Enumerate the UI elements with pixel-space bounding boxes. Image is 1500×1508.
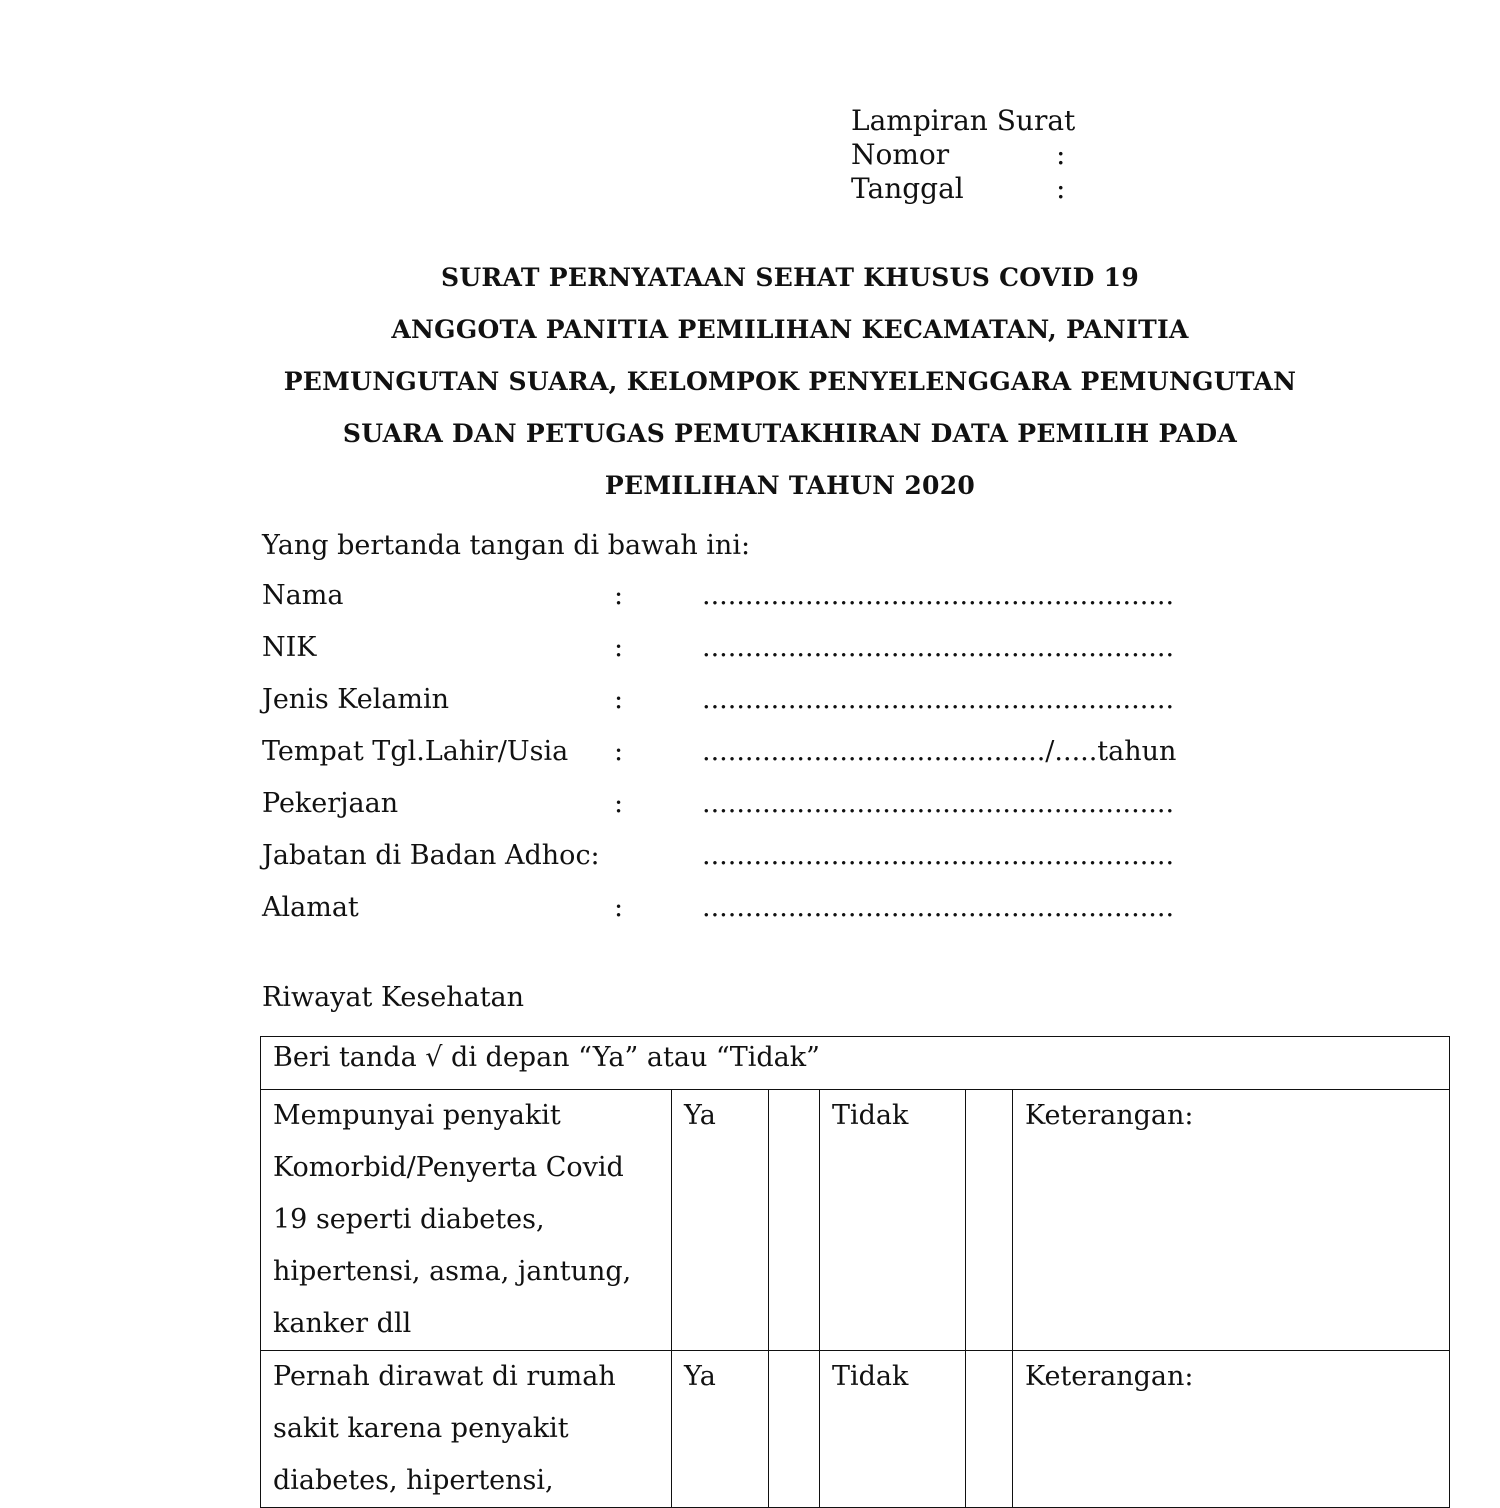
question-line: 19 seperti diabetes, xyxy=(273,1204,545,1235)
question-line: Mempunyai penyakit xyxy=(273,1100,561,1131)
question-line: sakit karena penyakit xyxy=(273,1413,569,1444)
tidak-checkbox[interactable] xyxy=(966,1351,1013,1508)
table-row xyxy=(261,1090,1450,1351)
field-value-jenis-kelamin[interactable]: ....................................................... xyxy=(702,684,1175,715)
table-header-row xyxy=(261,1037,1450,1090)
field-label: Nama xyxy=(262,580,344,611)
field-row-pekerjaan xyxy=(262,788,1176,840)
nomor-label: Nomor xyxy=(851,138,950,171)
document-title xyxy=(240,252,1340,512)
field-row-nama xyxy=(262,580,1176,632)
ya-label: Ya xyxy=(672,1090,769,1351)
title-line: ANGGOTA PANITIA PEMILIHAN KECAMATAN, PANITIA xyxy=(391,315,1189,344)
nomor-row xyxy=(851,138,1075,172)
ya-checkbox[interactable] xyxy=(769,1351,820,1508)
question-line: hipertensi, asma, jantung, xyxy=(273,1256,632,1287)
question-line: diabetes, hipertensi, xyxy=(273,1465,554,1496)
title-line: SURAT PERNYATAAN SEHAT KHUSUS COVID 19 xyxy=(440,263,1140,292)
tanggal-row xyxy=(851,172,1075,206)
keterangan-cell[interactable]: Keterangan: xyxy=(1013,1090,1450,1351)
attachment-header xyxy=(851,104,1075,206)
field-separator: : xyxy=(614,632,624,663)
field-label: Tempat Tgl.Lahir/Usia xyxy=(262,736,569,767)
field-value-jabatan[interactable]: ....................................................... xyxy=(702,840,1175,871)
field-label: Pekerjaan xyxy=(262,788,399,819)
ya-checkbox[interactable] xyxy=(769,1090,820,1351)
tidak-checkbox[interactable] xyxy=(966,1090,1013,1351)
tidak-label: Tidak xyxy=(820,1351,966,1508)
field-row-nik xyxy=(262,632,1176,684)
question-cell xyxy=(261,1351,672,1508)
field-value-alamat[interactable]: ....................................................... xyxy=(702,892,1175,923)
tanggal-label: Tanggal xyxy=(851,172,964,205)
field-row-alamat xyxy=(262,892,1176,944)
question-line: Pernah dirawat di rumah xyxy=(273,1361,616,1392)
identity-fields xyxy=(262,580,1176,944)
tanggal-separator: : xyxy=(1056,172,1066,205)
health-history-table xyxy=(260,1036,1450,1508)
field-separator: : xyxy=(614,736,624,767)
field-value-tempat-tgl-lahir[interactable]: ......................................../.....tahun xyxy=(702,736,1177,767)
question-line: Komorbid/Penyerta Covid xyxy=(273,1152,624,1183)
health-history-title: Riwayat Kesehatan xyxy=(262,982,525,1013)
field-separator: : xyxy=(614,580,624,611)
field-label: Jenis Kelamin xyxy=(262,684,450,715)
field-value-nik[interactable]: ....................................................... xyxy=(702,632,1175,663)
field-separator: : xyxy=(614,684,624,715)
field-value-pekerjaan[interactable]: ....................................................... xyxy=(702,788,1175,819)
field-separator: : xyxy=(614,788,624,819)
field-row-jenis-kelamin xyxy=(262,684,1176,736)
title-line: SUARA DAN PETUGAS PEMUTAKHIRAN DATA PEMILIH PADA xyxy=(342,419,1238,448)
field-separator: : xyxy=(614,892,624,923)
tidak-label: Tidak xyxy=(820,1090,966,1351)
title-line: PEMUNGUTAN SUARA, KELOMPOK PENYELENGGARA PEMUNGUTAN xyxy=(283,367,1297,396)
table-row xyxy=(261,1351,1450,1508)
title-line: PEMILIHAN TAHUN 2020 xyxy=(604,471,976,500)
nomor-separator: : xyxy=(1056,138,1066,171)
table-instruction: Beri tanda √ di depan “Ya” atau “Tidak” xyxy=(261,1037,1450,1090)
question-cell xyxy=(261,1090,672,1351)
field-label: Alamat xyxy=(262,892,359,923)
field-row-tempat-tgl-lahir xyxy=(262,736,1176,788)
field-row-jabatan xyxy=(262,840,1176,892)
keterangan-cell[interactable]: Keterangan: xyxy=(1013,1351,1450,1508)
field-label: NIK xyxy=(262,632,317,663)
question-line: kanker dll xyxy=(273,1308,412,1339)
intro-text: Yang bertanda tangan di bawah ini: xyxy=(262,530,751,561)
field-label: Jabatan di Badan Adhoc: xyxy=(262,840,600,871)
attachment-title: Lampiran Surat xyxy=(851,104,1076,137)
field-value-nama[interactable]: ....................................................... xyxy=(702,580,1175,611)
ya-label: Ya xyxy=(672,1351,769,1508)
